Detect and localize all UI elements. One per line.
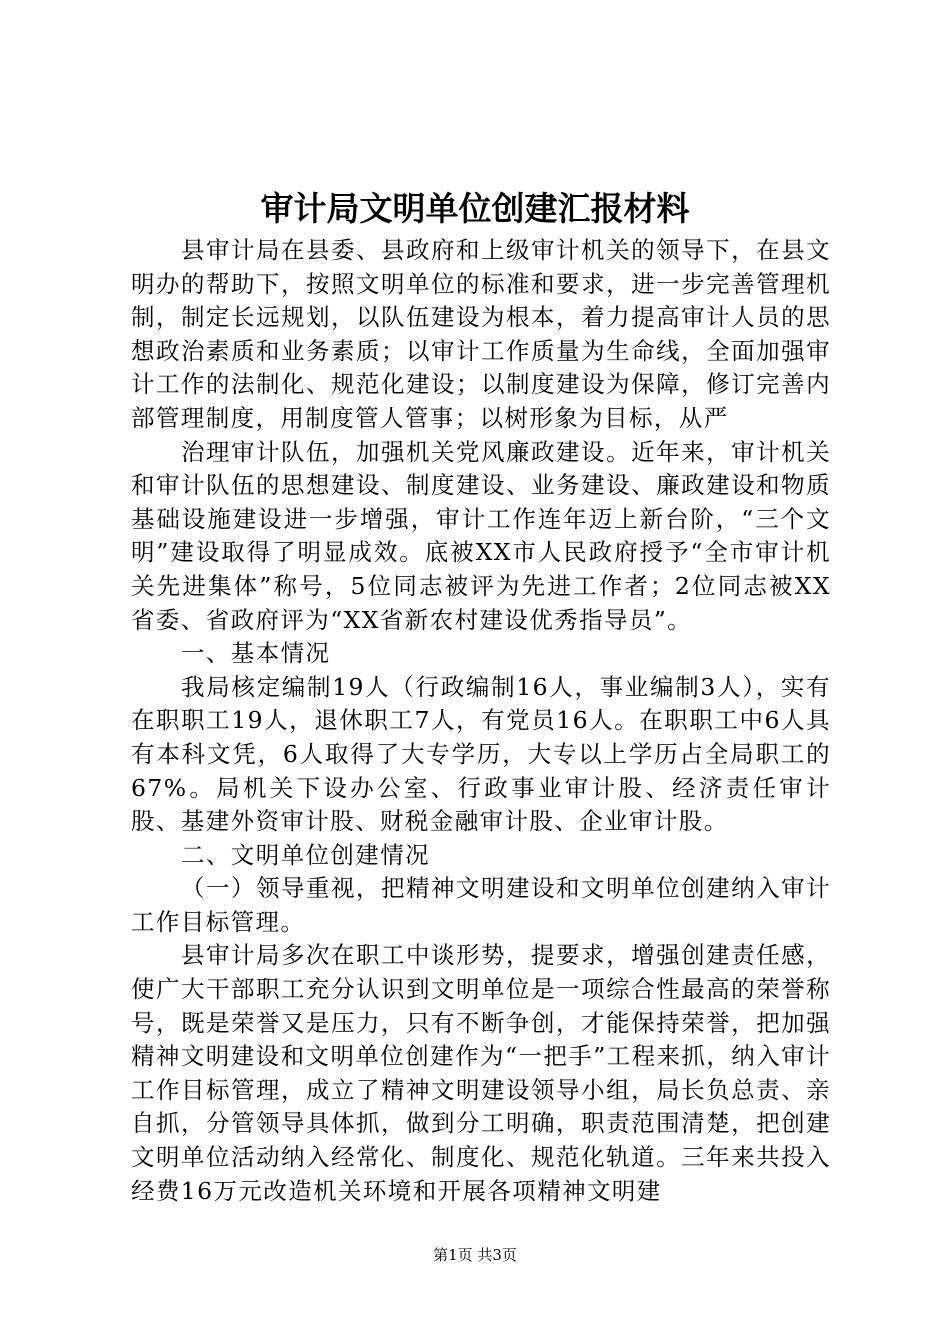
paragraph: 县审计局在县委、县政府和上级审计机关的领导下，在县文明办的帮助下，按照文明单位的标准和要求，进一步完善管理机制，制定长远规划，以队伍建设为根本，着力提高审计人员的思想政治素质和业务素质；以审计工作质量为生命线，全面加强审计工作的法制化、规范化建设；以制度建设为保障，修订完善内部管理制度，用制度管人管事；以树形象为目标，从严 [131, 236, 831, 432]
page-footer: 第1页 共3页 [433, 1246, 517, 1264]
paragraph: 我局核定编制19人（行政编制16人，事业编制3人），实有在职职工19人，退休职工7人，有党员16人。在职职工中6人具有本科文凭，6人取得了大专学历，大专以上学历占全局职工的67%。局机关下设办公室、行政事业审计股、经济责任审计股、基建外资审计股、财税金融审计股、企业审计股。 [131, 672, 831, 836]
paragraph: 治理审计队伍，加强机关党风廉政建设。近年来，审计机关和审计队伍的思想建设、制度建设、业务建设、廉政建设和物质基础设施建设进一步增强，审计工作连年迈上新台阶，“三个文明”建设取得了明显成效。底被XX市人民政府授予“全市审计机关先进集体”称号，5位同志被评为先进工作者；2位同志被XX省委、省政府评为“XX省新农村建设优秀指导员”。 [131, 437, 831, 634]
document-title: 审计局文明单位创建汇报材料 [260, 189, 690, 228]
section-heading: 二、文明单位创建情况 [181, 840, 430, 869]
paragraph: 县审计局多次在职工中谈形势，提要求，增强创建责任感，使广大干部职工充分认识到文明单位是一项综合性最高的荣誉称号，既是荣誉又是压力，只有不断争创，才能保持荣誉，把加强精神文明建设和文明单位创建作为“一把手”工程来抓，纳入审计工作目标管理，成立了精神文明建设领导小组，局长负总责、亲自抓，分管领导具体抓，做到分工明确，职责范围清楚，把创建文明单位活动纳入经常化、制度化、规范化轨道。三年来共投入经费16万元改造机关环境和开展各项精神文明建 [131, 941, 831, 1205]
document-body [131, 234, 831, 1208]
section-heading: 一、基本情况 [181, 639, 331, 668]
subsection-heading: （一）领导重视，把精神文明建设和文明单位创建纳入审计工作目标管理。 [131, 874, 831, 936]
